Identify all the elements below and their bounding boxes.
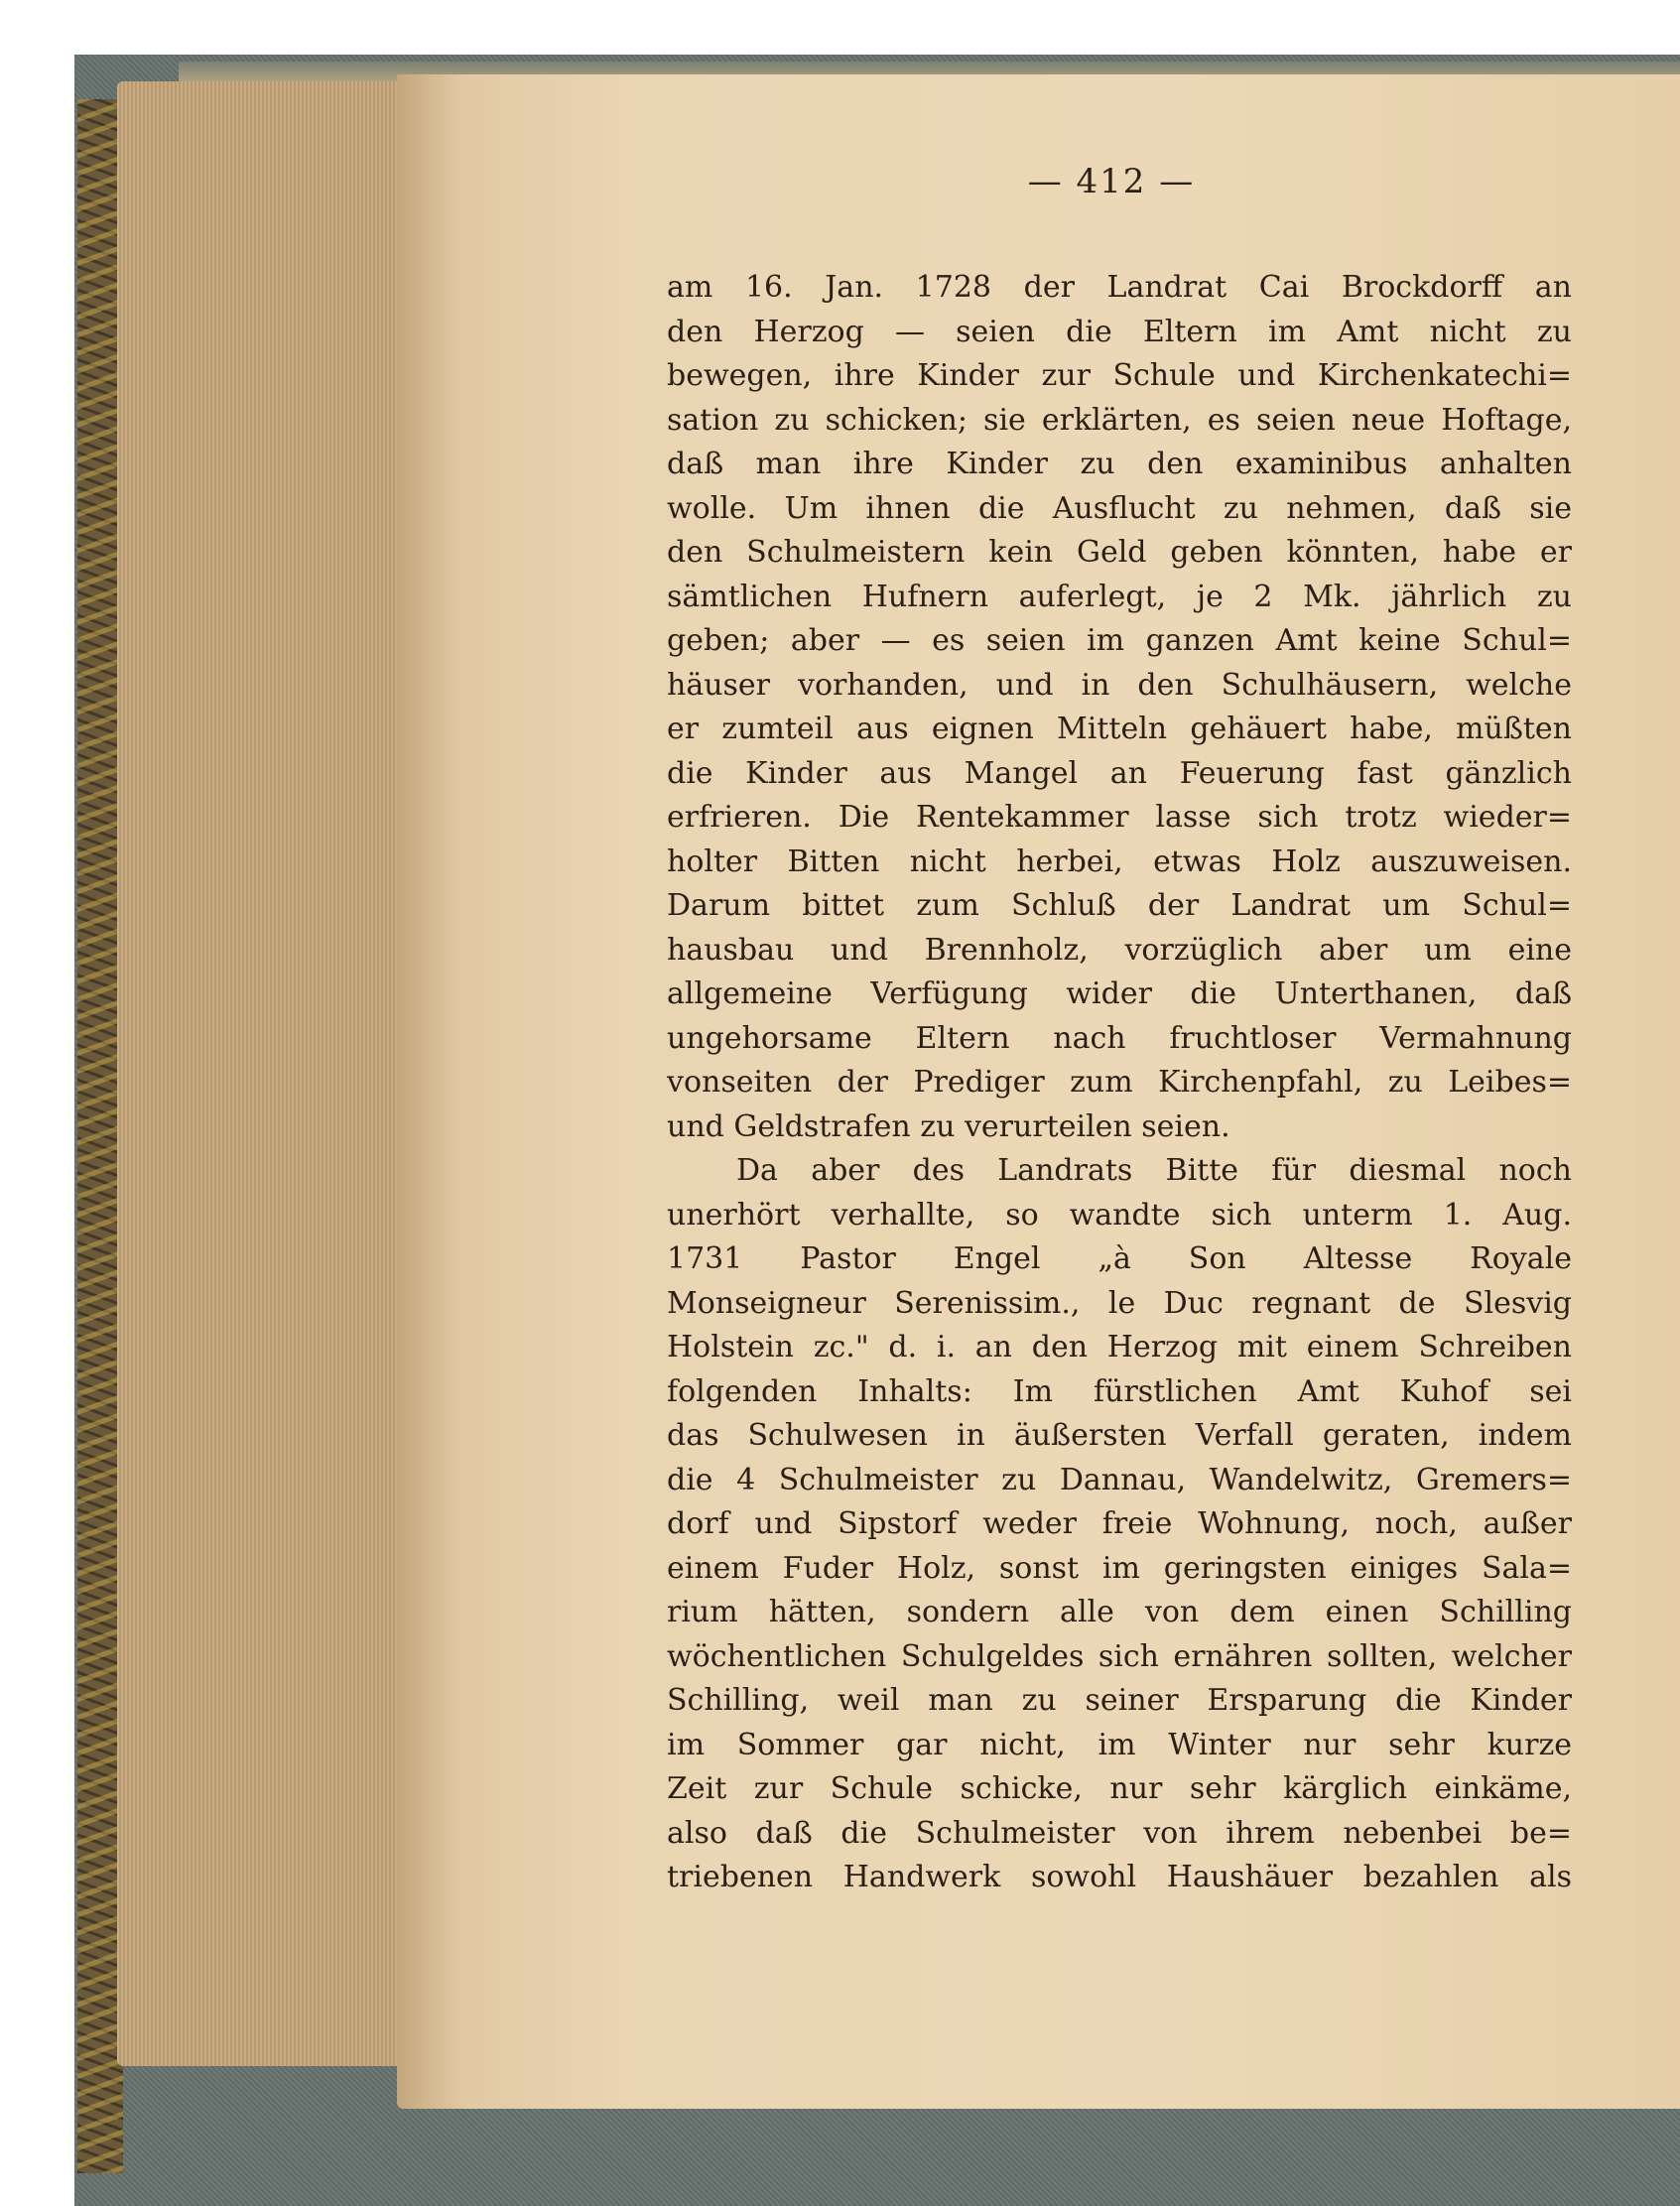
text-line: geben; aber — es seien im ganzen Amt keine Schul= (667, 623, 1572, 658)
text-line: den Herzog — seien die Eltern im Amt nicht zu (667, 314, 1572, 349)
text-line: sation zu schicken; sie erklärten, es seien neue Hoftage, (667, 402, 1572, 438)
text-line: den Schulmeistern kein Geld geben könnten, habe er (667, 535, 1572, 570)
page-stack-edge (117, 81, 415, 2066)
text-line: unerhört verhallte, so wandte sich unterm 1. Aug. (667, 1197, 1572, 1233)
text-line: im Sommer gar nicht, im Winter nur sehr kurze (667, 1727, 1572, 1762)
text-line: häuser vorhanden, und in den Schulhäusern, welche (667, 667, 1572, 703)
text-line: ungehorsame Eltern nach fruchtloser Vermahnung (667, 1020, 1572, 1056)
text-line: die Kinder aus Mangel an Feuerung fast gänzlich (667, 755, 1572, 791)
text-line: holter Bitten nicht herbei, etwas Holz auszuweisen. (667, 843, 1572, 879)
text-line: also daß die Schulmeister von ihrem nebenbei be= (667, 1815, 1572, 1851)
text-line: das Schulwesen in äußersten Verfall geraten, indem (667, 1418, 1572, 1453)
text-line: wolle. Um ihnen die Ausflucht zu nehmen, daß sie (667, 490, 1572, 526)
text-line: einem Fuder Holz, sonst im geringsten einiges Sala= (667, 1550, 1572, 1586)
text-line: folgenden Inhalts: Im fürstlichen Amt Kuhof sei (667, 1373, 1572, 1409)
text-line: dorf und Sipstorf weder freie Wohnung, noch, außer (667, 1506, 1572, 1541)
paragraph-end-line: und Geldstrafen zu verurteilen seien. (667, 1108, 1230, 1144)
text-line: bewegen, ihre Kinder zur Schule und Kirchenkatechi= (667, 358, 1572, 393)
text-line: rium hätten, sondern alle von dem einen Schilling (667, 1595, 1572, 1629)
text-line: erfrieren. Die Rentekammer lasse sich trotz wieder= (667, 800, 1572, 835)
text-line: er zumteil aus eignen Mitteln gehäuert habe, müßten (667, 712, 1572, 746)
page-number: — 412 — (1027, 162, 1196, 201)
text-line: triebenen Handwerk sowohl Haushäuer bezahlen als (667, 1860, 1572, 1894)
text-line: am 16. Jan. 1728 der Landrat Cai Brockdorff an (667, 270, 1572, 305)
text-line: sämtlichen Hufnern auferlegt, je 2 Mk. jährlich zu (667, 579, 1572, 614)
text-line: Zeit zur Schule schicke, nur sehr kärglich einkäme, (667, 1771, 1572, 1806)
text-line: daß man ihre Kinder zu den examinibus anhalten (667, 447, 1572, 481)
text-line: vonseiten der Prediger zum Kirchenpfahl, zu Leibes= (667, 1065, 1572, 1100)
text-line: Schilling, weil man zu seiner Ersparung die Kinder (667, 1683, 1572, 1718)
text-line: 1731 Pastor Engel „à Son Altesse Royale (667, 1241, 1572, 1276)
text-line: Holstein zc." d. i. an den Herzog mit einem Schreiben (667, 1330, 1572, 1364)
text-line: Monseigneur Serenissim., le Duc regnant de Slesvig (667, 1285, 1572, 1321)
body-text (667, 266, 1572, 1900)
text-line: Darum bittet zum Schluß der Landrat um Schul= (667, 888, 1572, 923)
text-line: die 4 Schulmeister zu Dannau, Wandelwitz, Gremers= (667, 1462, 1572, 1497)
text-line: hausbau und Brennholz, vorzüglich aber um eine (667, 932, 1572, 968)
text-line: wöchentlichen Schulgeldes sich ernähren sollten, welcher (667, 1638, 1572, 1674)
text-line: allgemeine Verfügung wider die Unterthanen, daß (667, 976, 1572, 1011)
paragraph-start-line: Da aber des Landrats Bitte für diesmal noch (736, 1153, 1572, 1188)
